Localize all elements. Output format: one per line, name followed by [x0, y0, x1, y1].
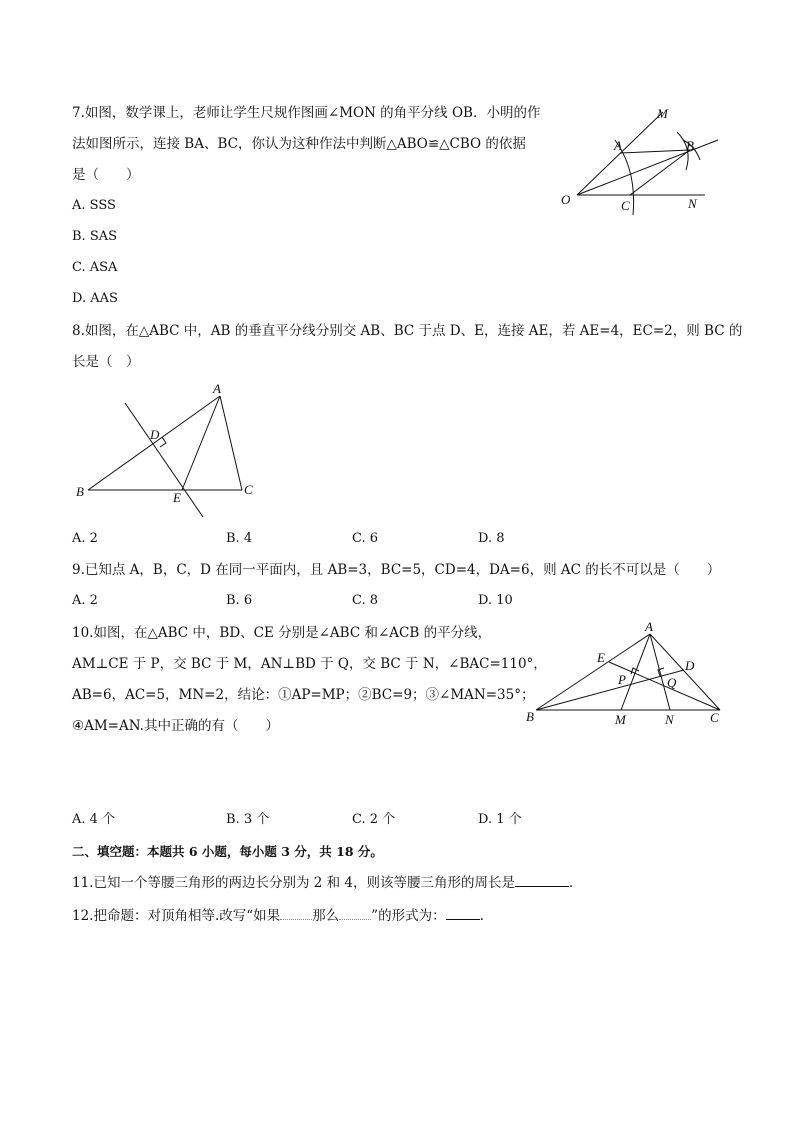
q7-option-d: D. AAS — [72, 291, 118, 306]
q10-line-2: AM⊥CE 于 P，交 BC 于 M，AN⊥BD 于 Q，交 BC 于 N，∠BAC=110°， — [72, 656, 547, 672]
q8-option-a: A. 2 — [72, 531, 98, 546]
label-m: M — [615, 712, 626, 727]
label-a: A — [614, 138, 622, 153]
section-2-heading: 二、填空题：本题共 6 小题，每小题 3 分，共 18 分。 — [72, 844, 383, 859]
bisector-bd — [536, 670, 684, 710]
label-n: N — [688, 196, 697, 211]
q12-if-blank[interactable] — [280, 906, 312, 920]
q9-option-c: C. 8 — [352, 593, 379, 608]
label-c: C — [621, 198, 630, 213]
label-e: E — [597, 650, 605, 665]
q7-option-b: B. SAS — [72, 229, 118, 244]
q10-option-c: C. 2 个 — [352, 812, 396, 827]
q9-option-a: A. 2 — [72, 593, 98, 608]
q9-option-b: B. 6 — [226, 593, 253, 608]
label-c: C — [244, 482, 253, 497]
q11-answer-blank[interactable] — [515, 873, 569, 887]
q8-line-2: 长是（ ） — [72, 354, 140, 370]
q11-line — [72, 873, 583, 892]
q12-tail: ”的形式为： — [371, 908, 446, 924]
q12-line — [72, 906, 484, 925]
q10-line-4: ④AM=AN.其中正确的有（ ） — [72, 718, 279, 734]
q8-line-1: 8.如图，在△ABC 中，AB 的垂直平分线分别交 AB、BC 于点 D、E，连接 AE，若 AE=4，EC=2，则 BC 的 — [72, 323, 743, 339]
label-d: D — [150, 427, 160, 442]
q10-figure — [524, 619, 734, 737]
q7-option-c: C. ASA — [72, 260, 118, 275]
q10-option-b: B. 3 个 — [226, 812, 270, 827]
segment-cb — [630, 150, 690, 195]
label-p: P — [618, 672, 626, 687]
q12-mid: 那么 — [312, 908, 340, 924]
label-m: M — [657, 106, 668, 121]
q9-line-1: 9.已知点 A，B，C，D 在同一平面内，且 AB=3，BC=5，CD=4，DA=6，则 AC 的长不可以是（ ） — [72, 562, 721, 578]
q12-end: . — [479, 908, 484, 924]
side-ab — [88, 396, 220, 490]
label-a: A — [213, 381, 221, 396]
ray-ob — [577, 140, 718, 195]
q12-then-blank[interactable] — [339, 906, 371, 920]
label-b: B — [526, 709, 534, 724]
q12-answer-blank[interactable] — [446, 906, 480, 920]
q8-option-d: D. 8 — [478, 531, 505, 546]
label-n: N — [665, 712, 674, 727]
q10-option-a: A. 4 个 — [72, 812, 116, 827]
q12-text: 12.把命题：对顶角相等.改写“如果 — [72, 908, 281, 924]
label-b: B — [686, 138, 694, 153]
ray-om — [577, 112, 663, 195]
q11-text: 11.已知一个等腰三角形的两边长分别为 2 和 4，则该等腰三角形的周长是 — [72, 875, 516, 891]
q8-option-c: C. 6 — [352, 531, 379, 546]
q7-figure — [555, 100, 735, 220]
q8-figure — [72, 380, 262, 520]
label-d: D — [685, 658, 695, 673]
q11-end: ． — [569, 875, 583, 891]
side-ac — [220, 396, 242, 490]
q7-option-a: A. SSS — [72, 198, 116, 213]
q10-option-d: D. 1 个 — [478, 812, 522, 827]
label-o: O — [561, 192, 571, 207]
label-q: Q — [667, 675, 677, 690]
q7-line-1: 7.如图，数学课上，老师让学生尺规作图画∠MON 的角平分线 OB．小明的作 — [72, 105, 541, 121]
label-c: C — [710, 710, 719, 725]
segment-ab — [620, 150, 690, 153]
q7-line-3: 是（ ） — [72, 167, 140, 183]
label-b: B — [76, 484, 84, 499]
q10-line-3: AB=6，AC=5，MN=2，结论：①AP=MP；②BC=9；③∠MAN=35°； — [72, 687, 535, 703]
perpendicular-bisector — [125, 403, 203, 517]
q9-option-d: D. 10 — [478, 593, 513, 608]
label-a: A — [645, 619, 653, 634]
label-e: E — [173, 490, 181, 505]
q7-line-2: 法如图所示，连接 BA、BC，你认为这种作法中判断△ABO≌△CBO 的依据 — [72, 136, 526, 152]
q10-line-1: 10.如图，在△ABC 中，BD、CE 分别是∠ABC 和∠ACB 的平分线， — [72, 625, 492, 641]
q8-option-b: B. 4 — [226, 531, 253, 546]
